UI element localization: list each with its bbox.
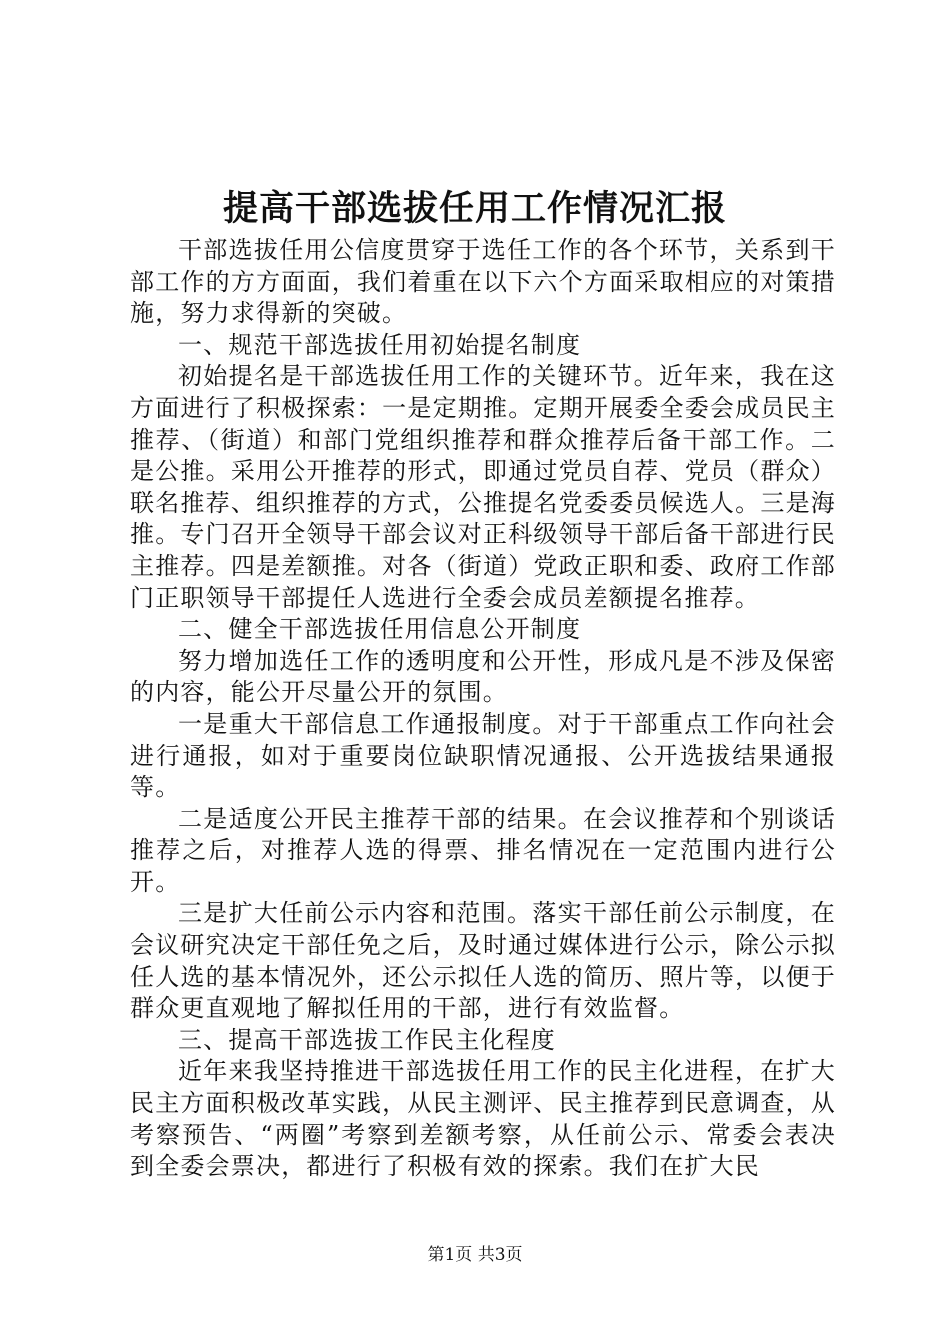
paragraph-intro: 干部选拔任用公信度贯穿于选任工作的各个环节，关系到干部工作的方方面面，我们着重在以下六个方面采取相应的对策措施，努力求得新的突破。 xyxy=(130,236,836,328)
document-title: 提高干部选拔任用工作情况汇报 xyxy=(222,188,727,229)
paragraph-nomination: 初始提名是干部选拔任用工作的关键环节。近年来，我在这方面进行了积极探索：一是定期推。定期开展委全委会成员民主推荐、（街道）和部门党组织推荐和群众推荐后备干部工作。二是公推。采用公开推荐的形式，即通过党员自荐、党员（群众）联名推荐、组织推荐的方式，公推提名党委委员候选人。三是海推。专门召开全领导干部会议对正科级领导干部后备干部进行民主推荐。四是差额推。对各（街道）党政正职和委、政府工作部门正职领导干部提任人选进行全委会成员差额提名推荐。 xyxy=(130,362,836,612)
paragraph-briefing-system: 一是重大干部信息工作通报制度。对于干部重点工作向社会进行通报，如对于重要岗位缺职情况通报、公开选拔结果通报等。 xyxy=(130,709,836,802)
paragraph-recommendation-results: 二是适度公开民主推荐干部的结果。在会议推荐和个别谈话推荐之后，对推荐人选的得票、排名情况在一定范围内进行公开。 xyxy=(130,804,836,896)
paragraph-transparency: 努力增加选任工作的透明度和公开性，形成凡是不涉及保密的内容，能公开尽量公开的氛围。 xyxy=(130,646,836,707)
paragraph-public-notice: 三是扩大任前公示内容和范围。落实干部任前公示制度，在会议研究决定干部任免之后，及时通过媒体进行公示，除公示拟任人选的基本情况外，还公示拟任人选的简历、照片等，以便于群众更直观地了解拟任用的干部，进行有效监督。 xyxy=(130,899,836,1023)
section-heading-3: 三、提高干部选拔工作民主化程度 xyxy=(178,1025,556,1054)
section-heading-2: 二、健全干部选拔任用信息公开制度 xyxy=(178,615,582,644)
paragraph-democratization: 近年来我坚持推进干部选拔任用工作的民主化进程，在扩大民主方面积极改革实践，从民主测评、民主推荐到民意调查，从考察预告、“两圈”考察到差额考察，从任前公示、常委会表决到全委会票决，都进行了积极有效的探索。我们在扩大民 xyxy=(130,1057,836,1181)
document-body xyxy=(130,235,836,1183)
section-heading-1: 一、规范干部选拔任用初始提名制度 xyxy=(178,330,582,359)
page-indicator: 第1页 共3页 xyxy=(427,1245,523,1265)
